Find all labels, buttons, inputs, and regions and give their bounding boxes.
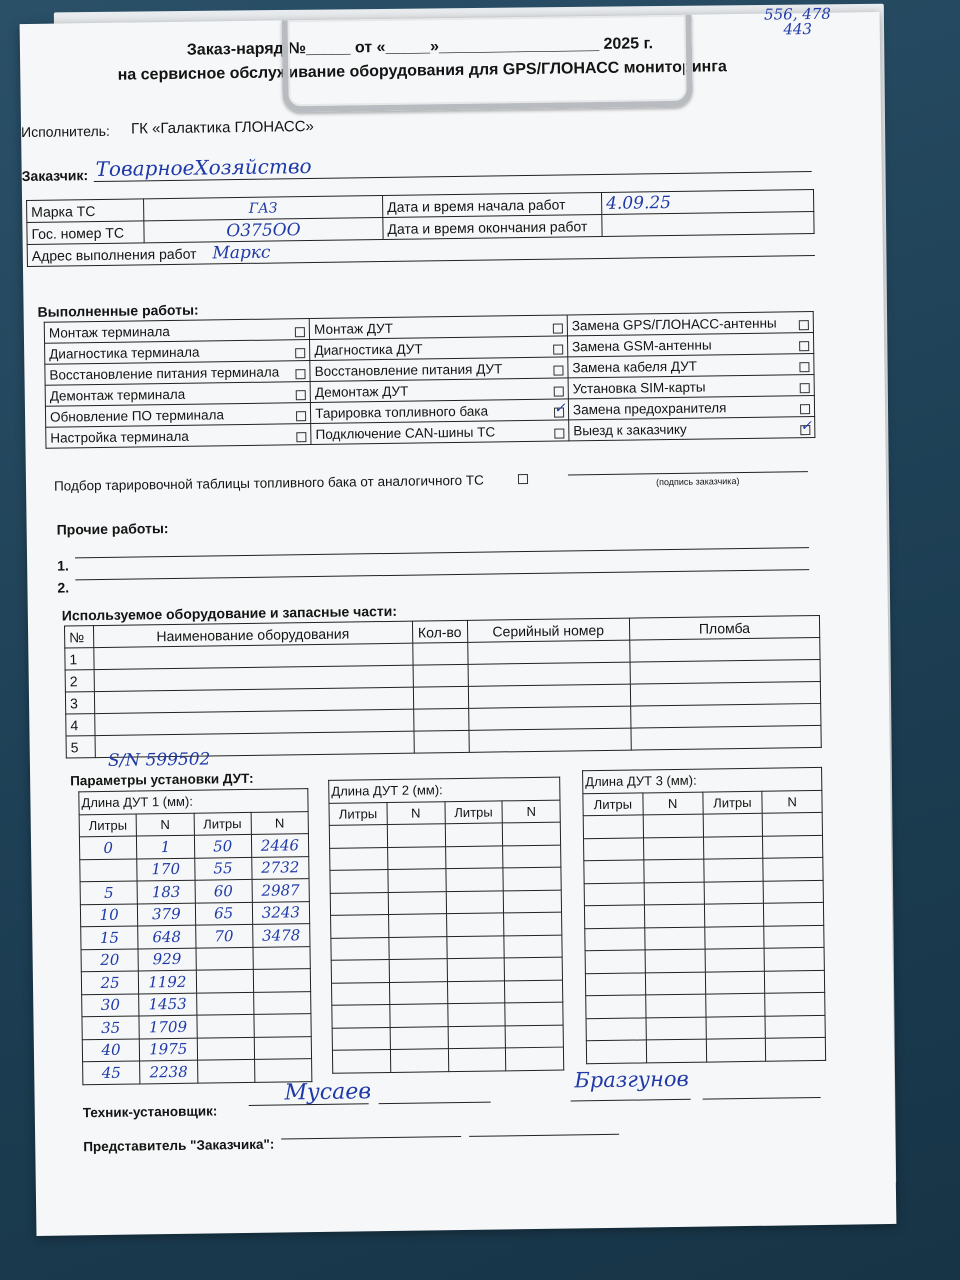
dut-cell[interactable]: [445, 823, 503, 846]
dut-cell[interactable]: [703, 858, 763, 881]
dut-cell[interactable]: [332, 1027, 390, 1050]
dut-cell[interactable]: 30: [82, 993, 140, 1016]
work-item-label: Замена предохранителя: [572, 399, 727, 417]
rep-label: Представитель "Заказчика":: [83, 1136, 275, 1155]
title-line-2: на сервисное обслуживание оборудования для GPS/ГЛОНАСС мониторинга: [117, 58, 727, 84]
work-item-checkbox[interactable]: [799, 341, 809, 351]
dut-cell[interactable]: [447, 1003, 505, 1026]
dut-cell[interactable]: [446, 890, 504, 913]
dut-row: [585, 947, 824, 973]
dut-cell[interactable]: 2238: [140, 1060, 198, 1083]
work-item-label: Обновление ПО терминала: [49, 406, 225, 425]
dut-cell[interactable]: [329, 825, 387, 848]
dut-title: Параметры установки ДУТ:: [70, 770, 254, 789]
dut-cell[interactable]: [644, 882, 704, 905]
rep-name-line: [469, 1134, 619, 1137]
dut-cell[interactable]: [645, 949, 705, 972]
work-item-checkbox[interactable]: [297, 432, 307, 442]
dut-cell[interactable]: 65: [195, 902, 253, 925]
dut-cell[interactable]: [584, 905, 644, 928]
equipment-cell[interactable]: [631, 725, 822, 750]
dut-cell[interactable]: [503, 890, 561, 913]
work-item-label: Настройка терминала: [50, 428, 189, 446]
dut-cell[interactable]: 1192: [139, 970, 197, 993]
equipment-cell[interactable]: [467, 640, 629, 664]
dut-cell[interactable]: [331, 915, 389, 938]
dut-cell[interactable]: 2446: [251, 834, 309, 857]
dut-cell[interactable]: [331, 937, 389, 960]
work-item-label: Выезд к заказчику: [573, 421, 687, 438]
work-item-checkbox[interactable]: [553, 323, 563, 333]
dut-cell[interactable]: [764, 947, 824, 970]
dut-cell[interactable]: 183: [137, 880, 195, 903]
dut-cell[interactable]: [389, 959, 447, 982]
dut-cell[interactable]: [703, 836, 763, 859]
dut-cell[interactable]: [445, 845, 503, 868]
dut-cell[interactable]: [446, 935, 504, 958]
dut-cell[interactable]: 5: [80, 881, 138, 904]
dut-cell[interactable]: [706, 1016, 766, 1039]
equipment-row-number: 2: [65, 670, 94, 692]
dut-cell[interactable]: [331, 982, 389, 1005]
dut-cell[interactable]: 1709: [139, 1015, 197, 1038]
work-item-label: Монтаж терминала: [48, 323, 170, 341]
dut-header-cell: Литры: [194, 812, 252, 835]
dut1-table: [78, 788, 312, 1085]
dut-cell[interactable]: [585, 950, 645, 973]
dut-cell[interactable]: [503, 845, 561, 868]
tech-label: Техник-установщик:: [82, 1103, 218, 1121]
dut-cell[interactable]: [445, 868, 503, 891]
dut-cell[interactable]: [390, 1049, 448, 1072]
title-line-1: Заказ-наряд №_____ от «_____»__________________ 2025 г.: [186, 35, 654, 59]
dut-row: [82, 1036, 311, 1062]
other-works-title: Прочие работы:: [56, 520, 169, 538]
other-works-line-1: [75, 547, 809, 558]
dut-cell[interactable]: [646, 1039, 706, 1062]
work-item-label: Диагностика терминала: [49, 344, 200, 362]
equipment-cell[interactable]: [630, 659, 821, 684]
dut-cell[interactable]: [765, 992, 825, 1015]
dut-cell[interactable]: 15: [81, 926, 139, 949]
dut-row: [81, 924, 310, 950]
dut-cell[interactable]: [387, 846, 445, 869]
dut-row: [331, 957, 562, 983]
address-value: Маркс: [212, 242, 271, 263]
dut-cell[interactable]: 60: [195, 879, 253, 902]
work-item-label: Подключение CAN-шины ТС: [315, 423, 496, 442]
dut-cell[interactable]: [504, 957, 562, 980]
equipment-title: Используемое оборудование и запасные части:: [61, 602, 398, 624]
work-item-label: Восстановление питания ДУТ: [314, 360, 503, 379]
dut-row: [584, 857, 823, 883]
dut-cell[interactable]: 3243: [252, 901, 310, 924]
dut-row: [584, 902, 823, 928]
dut-cell[interactable]: [586, 995, 646, 1018]
plate-label: Гос. номер ТС: [27, 221, 144, 245]
dut-cell[interactable]: [331, 959, 389, 982]
dut-header-cell: Литры: [583, 792, 643, 815]
dut-cell[interactable]: 35: [82, 1016, 140, 1039]
dut-row: [331, 980, 562, 1006]
dut-cell[interactable]: [643, 837, 703, 860]
dut-cell[interactable]: [765, 1015, 825, 1038]
dut-cell[interactable]: 0: [79, 836, 137, 859]
other-works-1: 1.: [57, 557, 69, 574]
tech-name-line: [379, 1102, 491, 1105]
dut-header-cell: Литры: [444, 800, 502, 823]
dut-cell[interactable]: 929: [138, 948, 196, 971]
dut-cell[interactable]: [447, 980, 505, 1003]
dut-row: [82, 991, 311, 1017]
dut-cell[interactable]: [704, 881, 764, 904]
equipment-header-cell: Пломба: [629, 615, 820, 640]
customer-sign-line: [568, 471, 808, 475]
equipment-cell[interactable]: [413, 708, 468, 731]
dut-header-row: [79, 811, 308, 837]
equipment-row-number: 5: [66, 736, 95, 758]
dut-cell[interactable]: [505, 1002, 563, 1025]
equipment-row-number: 1: [65, 648, 94, 670]
other-works-2: 2.: [57, 579, 70, 596]
equipment-cell[interactable]: [469, 728, 631, 752]
tech-signature-2: Бразгунов: [574, 1066, 689, 1093]
dut-cell[interactable]: [765, 970, 825, 993]
calib-table-label: [54, 469, 528, 494]
dut-header-cell: Литры: [79, 814, 137, 837]
dut-cell[interactable]: [585, 927, 645, 950]
dut-cell[interactable]: [643, 814, 703, 837]
dut-cell[interactable]: [764, 902, 824, 925]
dut-header-cell: N: [251, 811, 309, 834]
dut-cell[interactable]: [196, 992, 254, 1015]
dut-cell[interactable]: [80, 859, 138, 882]
dut-cell[interactable]: [584, 882, 644, 905]
dut-cell[interactable]: 1975: [140, 1038, 198, 1061]
dut-row: [82, 1014, 311, 1040]
equipment-header-cell: Кол-во: [412, 620, 467, 643]
dut-cell[interactable]: [448, 1048, 506, 1071]
equipment-cell[interactable]: [468, 662, 630, 686]
dut-cell[interactable]: [704, 903, 764, 926]
dut-header-row: [329, 800, 560, 826]
dut-cell[interactable]: [705, 948, 765, 971]
dut-cell[interactable]: [504, 912, 562, 935]
dut-cell[interactable]: [390, 1026, 448, 1049]
dut-row: [80, 901, 309, 927]
work-item-label: Замена кабеля ДУТ: [572, 358, 698, 375]
serial-note: S/N 599502: [107, 749, 211, 771]
dut-cell[interactable]: [766, 1037, 826, 1060]
dut-cell[interactable]: [586, 1017, 646, 1040]
dut-row: [584, 835, 823, 861]
work-item-label: Диагностика ДУТ: [314, 340, 423, 358]
dut-cell[interactable]: [585, 972, 645, 995]
dut2-table: [328, 777, 564, 1074]
dut-cell[interactable]: 40: [82, 1038, 140, 1061]
customer-sign-caption: (подпись заказчика): [655, 476, 740, 488]
work-item: [311, 420, 569, 445]
works-table: [44, 311, 816, 449]
plate-value: О375ОО: [144, 218, 383, 243]
dut-cell[interactable]: 2987: [252, 879, 310, 902]
dut-cell[interactable]: 379: [138, 903, 196, 926]
dut-cell[interactable]: [505, 980, 563, 1003]
dut-header-cell: Литры: [329, 802, 387, 825]
dut-header-cell: Литры: [702, 791, 762, 814]
dut-header-cell: N: [136, 813, 194, 836]
dut-cell[interactable]: [254, 1014, 312, 1037]
dut-cell[interactable]: [330, 870, 388, 893]
work-item-label: Восстановление питания терминала: [49, 363, 280, 383]
equipment-cell[interactable]: [468, 684, 630, 708]
dut-row: [332, 1025, 563, 1051]
dut-cell[interactable]: [644, 859, 704, 882]
dut-cell[interactable]: [503, 822, 561, 845]
dut-cell[interactable]: [253, 946, 311, 969]
dut-cell[interactable]: [645, 927, 705, 950]
dut-cell[interactable]: [504, 935, 562, 958]
dut-cell[interactable]: [389, 936, 447, 959]
work-item-label: Монтаж ДУТ: [313, 320, 394, 337]
dut-cell[interactable]: [195, 947, 253, 970]
work-item-label: Демонтаж ДУТ: [314, 383, 409, 400]
dut-cell[interactable]: [644, 904, 704, 927]
dut-cell[interactable]: 1: [137, 835, 195, 858]
equipment-cell[interactable]: [630, 681, 821, 706]
work-item-checkbox[interactable]: [554, 407, 564, 417]
dut-cell[interactable]: [646, 1017, 706, 1040]
dut-row: [83, 1059, 312, 1085]
dut-cell[interactable]: [254, 1059, 312, 1082]
dut-row: [81, 946, 310, 972]
equipment-header-cell: Серийный номер: [467, 618, 629, 642]
dut-cell[interactable]: 2732: [251, 856, 309, 879]
dut-cell[interactable]: [764, 925, 824, 948]
works-title: Выполненные работы:: [37, 301, 199, 320]
dut-cell[interactable]: 45: [83, 1061, 141, 1084]
dut-row: [79, 834, 308, 860]
dut-row: [584, 880, 823, 906]
dut-title-cell: Длина ДУТ 3 (мм):: [583, 767, 822, 793]
dut-cell[interactable]: 648: [138, 925, 196, 948]
equipment-row-number: 3: [65, 692, 94, 714]
dut-cell[interactable]: [387, 824, 445, 847]
dut-cell[interactable]: [447, 958, 505, 981]
work-item-checkbox[interactable]: [554, 428, 564, 438]
dut-cell[interactable]: [330, 892, 388, 915]
work-item-checkbox[interactable]: [295, 327, 305, 337]
other-works-line-2: [75, 569, 809, 580]
dut-cell[interactable]: 10: [80, 904, 138, 927]
dut-cell[interactable]: 50: [194, 834, 252, 857]
dut-title-row: [583, 767, 822, 793]
equipment-table: [64, 615, 822, 759]
dut-header-cell: N: [502, 800, 560, 823]
equipment-cell[interactable]: [414, 730, 469, 753]
vehicle-table: [26, 189, 815, 267]
address-label: Адрес выполнения работ: [31, 245, 197, 264]
dut-row: [81, 969, 310, 995]
dut-cell[interactable]: [389, 981, 447, 1004]
dut-cell[interactable]: [704, 926, 764, 949]
dut-cell[interactable]: [505, 1025, 563, 1048]
dut-cell[interactable]: [584, 837, 644, 860]
dut-cell[interactable]: [586, 1040, 646, 1063]
work-item-checkbox[interactable]: [799, 320, 809, 330]
dut-cell[interactable]: [446, 913, 504, 936]
dut-cell[interactable]: [448, 1025, 506, 1048]
dut-cell[interactable]: [503, 867, 561, 890]
dut-cell[interactable]: [763, 880, 823, 903]
corner-note: 556, 478 443: [763, 4, 832, 39]
dut-cell[interactable]: [330, 847, 388, 870]
tech2-name-line: [703, 1097, 821, 1100]
tech-signature: Мусаев: [284, 1079, 372, 1106]
dut-cell[interactable]: [584, 860, 644, 883]
work-item-checkbox[interactable]: [295, 348, 305, 358]
work-item-checkbox[interactable]: [553, 365, 563, 375]
work-item-checkbox[interactable]: [296, 411, 306, 421]
dut-cell[interactable]: [390, 1004, 448, 1027]
dut-cell[interactable]: [762, 812, 822, 835]
work-item-checkbox[interactable]: [296, 390, 306, 400]
dut-cell[interactable]: [705, 971, 765, 994]
customer-label: Заказчик:: [21, 167, 89, 185]
dut3-table: [582, 767, 826, 1064]
equipment-cell[interactable]: [468, 706, 630, 730]
dut-cell[interactable]: [706, 1038, 766, 1061]
start-value: 4.09.25: [601, 189, 813, 214]
dut-cell[interactable]: 70: [195, 924, 253, 947]
dut-cell[interactable]: [196, 969, 254, 992]
dut-cell[interactable]: [332, 1004, 390, 1027]
dut-row: [330, 867, 561, 893]
end-value: [602, 211, 814, 236]
equipment-cell[interactable]: [629, 637, 820, 662]
dut-cell[interactable]: [388, 891, 446, 914]
dut-row: [331, 935, 562, 961]
dut-cell[interactable]: [196, 1014, 254, 1037]
equipment-cell[interactable]: [413, 686, 468, 709]
dut-row: [329, 822, 560, 848]
calib-table-text: Подбор тарировочной таблицы топливного бака от аналогичного ТС: [53, 472, 484, 494]
work-item-checkbox[interactable]: [800, 425, 810, 435]
dut-cell[interactable]: [645, 994, 705, 1017]
dut-row: [586, 992, 825, 1018]
work-item-checkbox[interactable]: [800, 404, 810, 414]
dut-row: [586, 1037, 825, 1063]
work-item-checkbox[interactable]: [553, 344, 563, 354]
calib-table-checkbox[interactable]: [518, 474, 528, 484]
work-item-checkbox[interactable]: [800, 383, 810, 393]
work-order-sheet: [20, 4, 897, 1236]
dut-title-cell: Длина ДУТ 2 (мм):: [329, 777, 560, 803]
dut-row: [331, 912, 562, 938]
work-item-label: Тарировка топливного бака: [315, 403, 489, 421]
dut-row: [585, 925, 824, 951]
dut-cell[interactable]: [254, 1036, 312, 1059]
work-item-label: Замена GPS/ГЛОНАСС-антенны: [571, 315, 777, 333]
start-label: Дата и время начала работ: [383, 192, 602, 217]
work-item: [46, 424, 312, 449]
dut-cell[interactable]: [253, 991, 311, 1014]
dut-row: [80, 856, 309, 882]
equipment-cell[interactable]: [412, 642, 467, 665]
dut-row: [330, 890, 561, 916]
dut-cell[interactable]: [583, 815, 643, 838]
work-item-label: Установка SIM-карты: [572, 379, 706, 396]
work-item-checkbox[interactable]: [799, 362, 809, 372]
dut-cell[interactable]: [703, 813, 763, 836]
equipment-cell[interactable]: [413, 664, 468, 687]
dut-cell[interactable]: [388, 914, 446, 937]
dut-row: [330, 845, 561, 871]
executor-value: ГК «Галактика ГЛОНАСС»: [130, 117, 314, 138]
clipboard-clip: [282, 15, 693, 113]
tech2-sign-line: [571, 1099, 691, 1102]
dut-cell[interactable]: [645, 972, 705, 995]
dut-cell[interactable]: [197, 1059, 255, 1082]
dut-cell[interactable]: 20: [81, 948, 139, 971]
end-label: Дата и время окончания работ: [383, 214, 602, 239]
tech-sign-line: [249, 1103, 369, 1106]
dut-title-row: [79, 789, 308, 815]
dut-cell[interactable]: [705, 993, 765, 1016]
equipment-cell[interactable]: [630, 703, 821, 728]
dut-title-row: [329, 777, 560, 803]
brand-value: ГАЗ: [144, 196, 383, 221]
dut-row: [585, 970, 824, 996]
dut-cell[interactable]: [763, 835, 823, 858]
dut-cell[interactable]: [197, 1037, 255, 1060]
work-item-checkbox[interactable]: [296, 369, 306, 379]
dut-row: [80, 879, 309, 905]
dut-cell[interactable]: 170: [137, 858, 195, 881]
dut-title-cell: Длина ДУТ 1 (мм):: [79, 789, 308, 815]
dut-row: [332, 1002, 563, 1028]
work-item: [569, 417, 815, 441]
dut-cell[interactable]: 55: [194, 857, 252, 880]
dut-header-cell: N: [387, 801, 445, 824]
dut-header-cell: N: [762, 790, 822, 813]
equipment-header-cell: №: [64, 626, 93, 648]
equipment-row-number: 4: [66, 714, 95, 736]
dut-row: [332, 1047, 563, 1073]
equipment-header-cell: Наименование оборудования: [93, 621, 412, 647]
dut-header-row: [583, 790, 822, 816]
dut-cell[interactable]: [506, 1047, 564, 1070]
brand-label: Марка ТС: [27, 199, 144, 223]
dut-cell[interactable]: 3478: [252, 924, 310, 947]
dut-cell[interactable]: [763, 857, 823, 880]
work-item-label: Демонтаж терминала: [49, 386, 186, 404]
rep-sign-line: [281, 1136, 461, 1140]
dut-cell[interactable]: 1453: [139, 993, 197, 1016]
dut-row: [586, 1015, 825, 1041]
dut-cell[interactable]: [332, 1049, 390, 1072]
dut-row: [583, 812, 822, 838]
executor-label: Исполнитель:: [20, 122, 110, 141]
dut-header-cell: N: [643, 792, 703, 815]
dut-cell[interactable]: [388, 869, 446, 892]
dut-cell[interactable]: 25: [81, 971, 139, 994]
customer-value: ТоварноеХозяйство: [95, 154, 312, 182]
work-item-checkbox[interactable]: [554, 386, 564, 396]
work-item-label: Замена GSM-антенны: [571, 336, 712, 354]
dut-cell[interactable]: [253, 969, 311, 992]
